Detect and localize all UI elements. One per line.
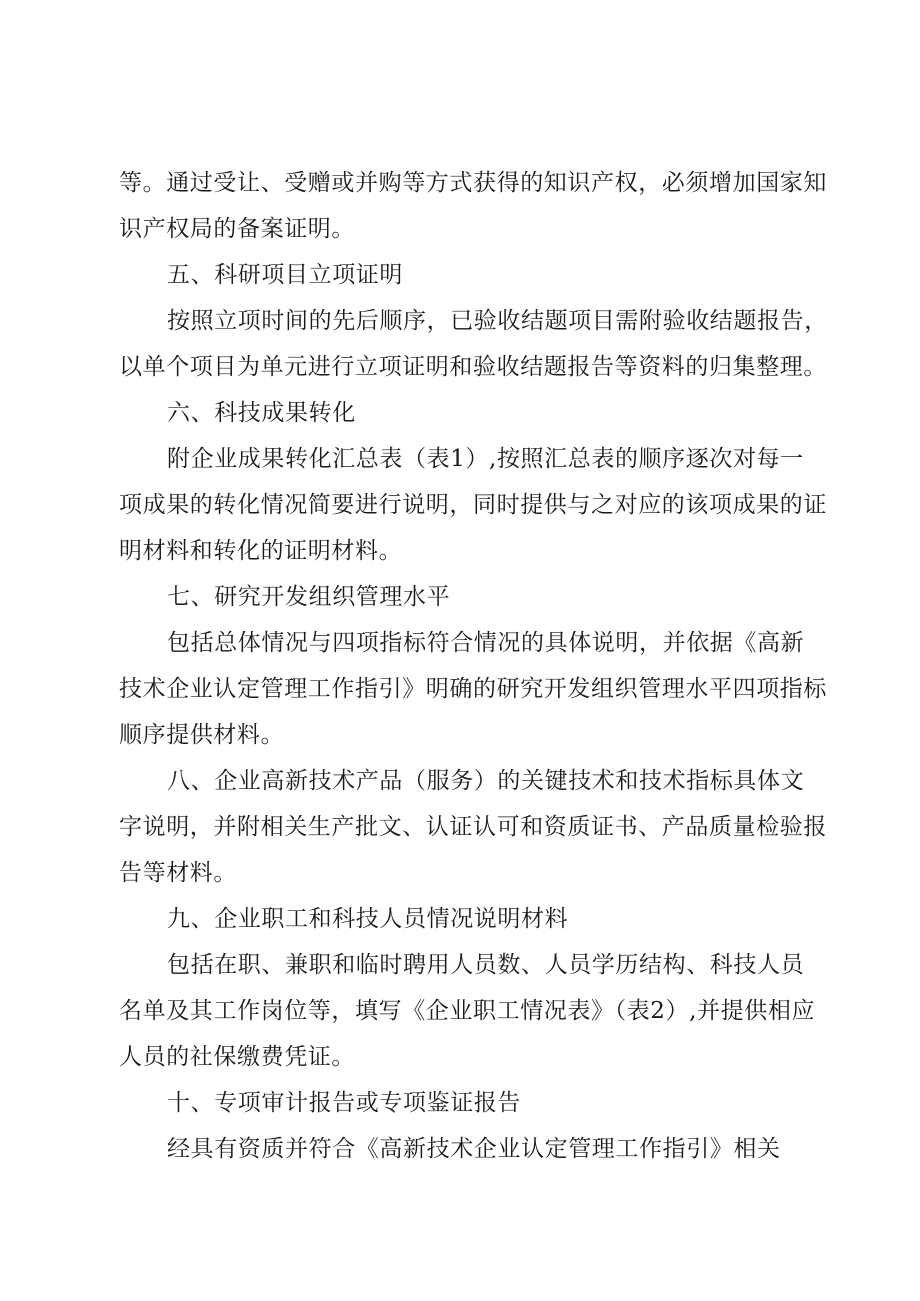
paragraph-line: 名单及其工作岗位等，填写《企业职工情况表》（表2）,并提供相应 (119, 998, 816, 1024)
section-heading: 六、科技成果转化 (167, 400, 356, 426)
paragraph-line: 项成果的转化情况简要进行说明，同时提供与之对应的该项成果的证 (119, 492, 827, 518)
paragraph-line: 识产权局的备案证明。 (119, 216, 355, 242)
paragraph-line: 包括在职、兼职和临时聘用人员数、人员学历结构、科技人员 (167, 952, 805, 978)
paragraph-line: 技术企业认定管理工作指引》明确的研究开发组织管理水平四项指标 (119, 676, 827, 702)
section-heading: 五、科研项目立项证明 (167, 262, 403, 288)
paragraph-line: 明材料和转化的证明材料。 (119, 538, 403, 564)
paragraph-line: 经具有资质并符合《高新技术企业认定管理工作指引》相关 (167, 1136, 781, 1162)
paragraph-line: 附企业成果转化汇总表（表1）,按照汇总表的顺序逐次对每一 (167, 446, 804, 472)
section-heading: 九、企业职工和科技人员情况说明材料 (167, 906, 569, 932)
section-heading: 七、研究开发组织管理水平 (167, 584, 451, 610)
paragraph-line: 按照立项时间的先后顺序，已验收结题项目需附验收结题报告， (167, 308, 828, 334)
paragraph-line: 以单个项目为单元进行立项证明和验收结题报告等资料的归集整理。 (119, 354, 827, 380)
paragraph-line: 告等材料。 (119, 860, 237, 886)
paragraph-line: 字说明，并附相关生产批文、认证认可和资质证书、产品质量检验报 (119, 814, 827, 840)
paragraph-line: 人员的社保缴费凭证。 (119, 1044, 355, 1070)
paragraph-line: 等。通过受让、受赠或并购等方式获得的知识产权，必须增加国家知 (119, 170, 827, 196)
paragraph-line: 顺序提供材料。 (119, 722, 285, 748)
paragraph-line: 包括总体情况与四项指标符合情况的具体说明，并依据《高新 (167, 630, 805, 656)
section-heading: 八、企业高新技术产品（服务）的关键技术和技术指标具体文 (167, 768, 805, 794)
section-heading: 十、专项审计报告或专项鉴证报告 (167, 1090, 521, 1116)
